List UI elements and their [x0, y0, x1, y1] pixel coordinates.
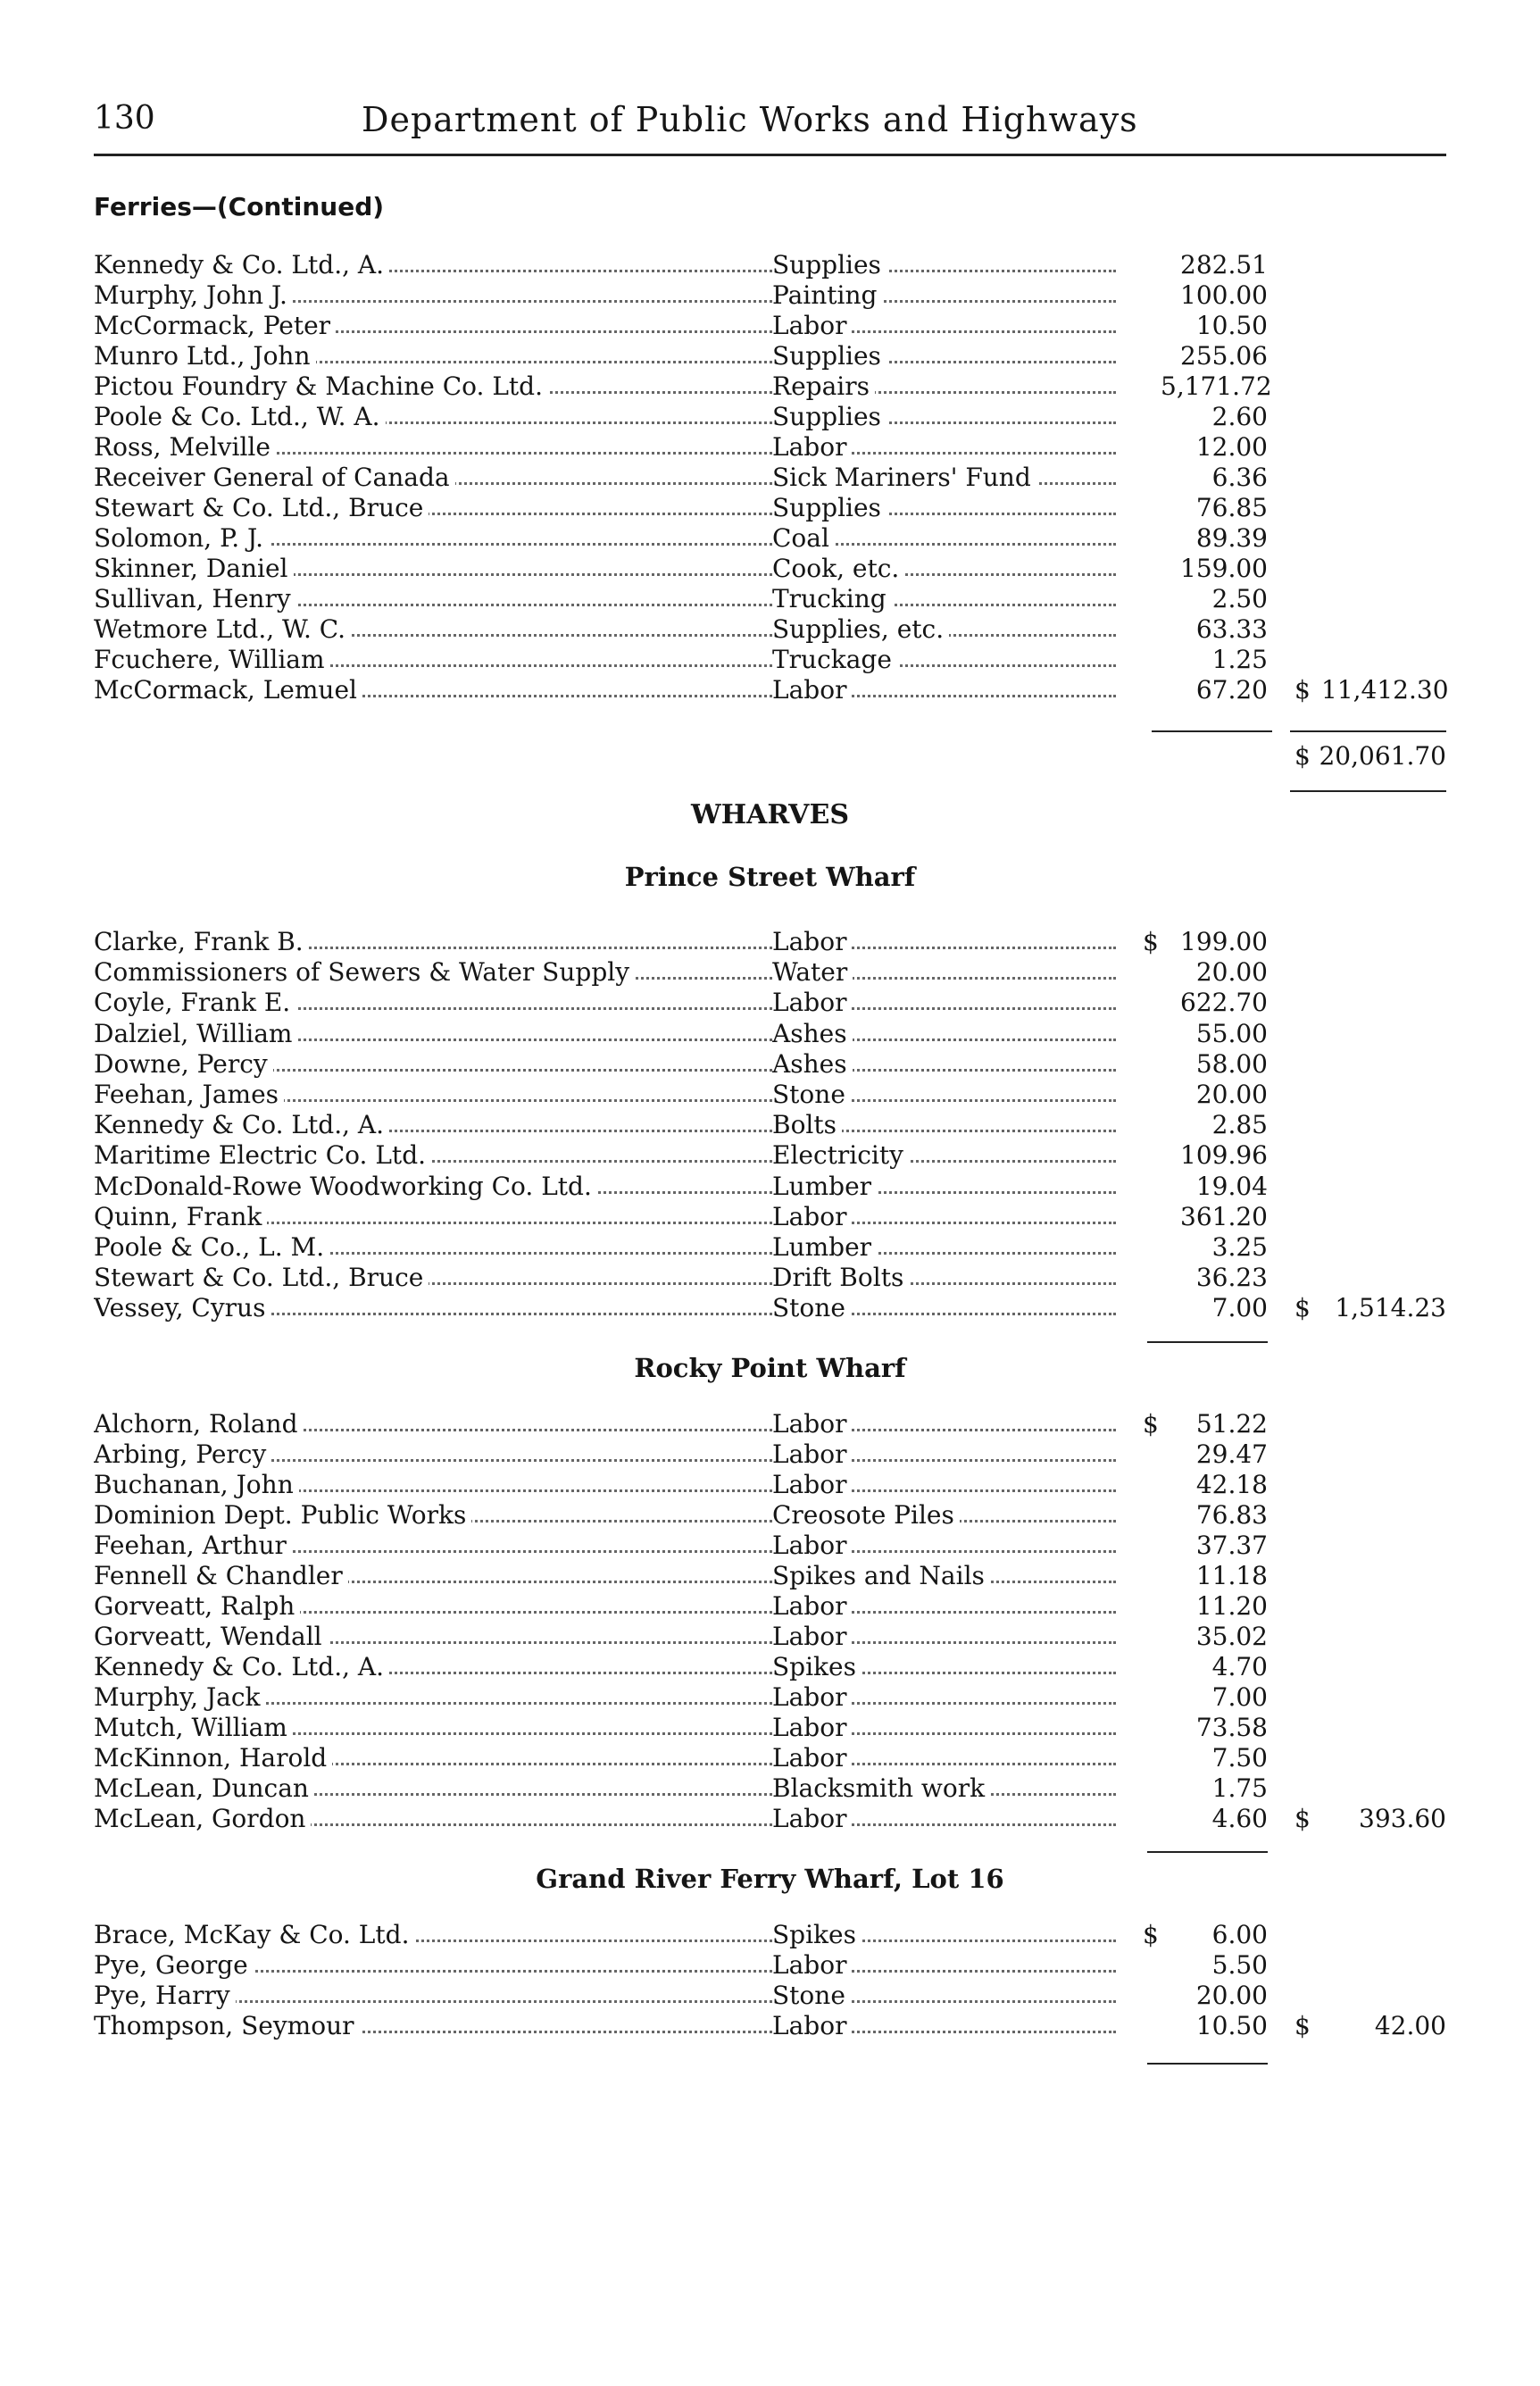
table-row — [0, 1652, 1540, 1682]
expense-item: Truckage — [772, 645, 897, 674]
rocky-point-heading: Rocky Point Wharf — [634, 1353, 906, 1383]
payee-name: Buchanan, John — [94, 1470, 299, 1499]
prince-street-rule — [1147, 1341, 1268, 1343]
payee-name: McKinnon, Harold — [94, 1743, 332, 1773]
table-row — [0, 584, 1540, 614]
payee-name: Murphy, Jack — [94, 1682, 266, 1712]
payee-name: Dalziel, William — [94, 1019, 297, 1048]
ferries-subtotal-rule — [1152, 730, 1272, 732]
total-dollar-sign: $ — [1294, 2011, 1311, 2040]
table-row — [0, 402, 1540, 432]
payee-name: Mutch, William — [94, 1713, 293, 1742]
payee-name: McCormack, Peter — [94, 311, 336, 340]
payee-name: Brace, McKay & Co. Ltd. — [94, 1920, 414, 1949]
expense-item: Labor — [772, 2011, 852, 2040]
payee-name: Coyle, Frank E. — [94, 988, 296, 1017]
dollar-sign: $ — [1143, 1920, 1159, 1949]
total-dollar-sign: $ — [1294, 1293, 1311, 1323]
payee-name: Solomon, P. J. — [94, 523, 269, 553]
payee-name: Quinn, Frank — [94, 1202, 267, 1231]
amount: 19.04 — [1195, 1171, 1268, 1201]
payee-name: Pictou Foundry & Machine Co. Ltd. — [94, 371, 548, 401]
payee-name: Ross, Melville — [94, 432, 276, 462]
expense-item: Labor — [772, 988, 852, 1017]
amount: 255.06 — [1180, 341, 1268, 371]
amount: 3.25 — [1211, 1232, 1268, 1262]
expense-item: Ashes — [772, 1019, 853, 1048]
table-row — [0, 1439, 1540, 1470]
table-row — [0, 957, 1540, 988]
amount: 2.50 — [1211, 584, 1268, 613]
table-row — [0, 2011, 1540, 2041]
table-row — [0, 675, 1540, 705]
payee-name: Pye, Harry — [94, 1981, 236, 2010]
expense-item: Stone — [772, 1080, 851, 1109]
table-row — [0, 1773, 1540, 1804]
table-row — [0, 1080, 1540, 1110]
expense-item: Supplies — [772, 250, 887, 279]
expense-item: Labor — [772, 1622, 852, 1651]
ferries-total-rule-top — [1290, 730, 1446, 732]
expense-item: Supplies — [772, 493, 887, 522]
amount: 6.36 — [1211, 463, 1268, 492]
payee-name: Downe, Percy — [94, 1049, 273, 1079]
payee-name: Gorveatt, Wendall — [94, 1622, 328, 1651]
amount: 55.00 — [1195, 1018, 1268, 1048]
table-row — [0, 280, 1540, 311]
dollar-sign: $ — [1143, 927, 1159, 956]
table-row — [0, 341, 1540, 371]
table-row — [0, 463, 1540, 493]
table-row — [0, 645, 1540, 675]
payee-name: Kennedy & Co. Ltd., A. — [94, 1110, 389, 1139]
expense-item: Electricity — [772, 1140, 909, 1170]
expense-item: Spikes and Nails — [772, 1561, 990, 1590]
amount: 63.33 — [1195, 614, 1268, 644]
amount: 58.00 — [1195, 1048, 1268, 1079]
expense-item: Supplies — [772, 402, 887, 431]
expense-item: Labor — [772, 675, 852, 705]
section-total: 42.00 — [1374, 2011, 1446, 2040]
table-row — [0, 1409, 1540, 1439]
expense-item: Stone — [772, 1293, 851, 1322]
table-row — [0, 250, 1540, 280]
payee-name: Sullivan, Henry — [94, 584, 296, 613]
rocky-point-rule — [1147, 1851, 1268, 1853]
expense-item: Labor — [772, 1409, 852, 1439]
amount: 11.20 — [1195, 1591, 1268, 1621]
amount: 20.00 — [1195, 1981, 1268, 2010]
expense-item: Sick Mariners' Fund — [772, 463, 1036, 492]
amount: 1.75 — [1211, 1773, 1268, 1803]
amount: 6.00 — [1211, 1920, 1268, 1949]
payee-name: Dominion Dept. Public Works — [94, 1500, 471, 1530]
table-row — [0, 988, 1540, 1018]
payee-name: Feehan, Arthur — [94, 1531, 292, 1560]
payee-name: Clarke, Frank B. — [94, 927, 309, 956]
running-title: Department of Public Works and Highways — [362, 100, 1138, 139]
expense-item: Spikes — [772, 1920, 862, 1949]
prince-street-heading: Prince Street Wharf — [624, 862, 916, 892]
amount: 199.00 — [1180, 927, 1268, 956]
payee-name: Maritime Electric Co. Ltd. — [94, 1140, 431, 1170]
amount: 7.00 — [1211, 1293, 1268, 1323]
total-dollar-sign: $ — [1294, 1804, 1311, 1833]
expense-item: Supplies — [772, 341, 887, 371]
amount: 5,171.72 — [1161, 371, 1272, 401]
ferries-grand-total-rule — [1290, 790, 1446, 792]
payee-name: Stewart & Co. Ltd., Bruce — [94, 1263, 429, 1292]
section-total: 11,412.30 — [1321, 675, 1449, 705]
expense-item: Labor — [772, 1682, 852, 1712]
amount: 20.00 — [1195, 1080, 1268, 1109]
table-row — [0, 1561, 1540, 1591]
expense-item: Labor — [772, 1950, 852, 1980]
ferries-continued-label: Ferries—(Continued) — [94, 192, 385, 221]
payee-name: Alchorn, Roland — [94, 1409, 304, 1439]
table-row — [0, 1140, 1540, 1171]
amount: 361.20 — [1180, 1201, 1268, 1231]
expense-item: Coal — [772, 523, 835, 553]
amount: 51.22 — [1195, 1409, 1268, 1439]
table-row — [0, 1263, 1540, 1293]
table-row — [0, 1110, 1540, 1140]
expense-item: Water — [772, 957, 853, 987]
table-row — [0, 927, 1540, 957]
table-row — [0, 1531, 1540, 1561]
table-row — [0, 432, 1540, 463]
amount: 37.37 — [1195, 1531, 1268, 1560]
table-row — [0, 371, 1540, 402]
expense-item: Labor — [772, 1713, 852, 1742]
table-row — [0, 523, 1540, 554]
amount: 89.39 — [1195, 523, 1268, 553]
expense-item: Repairs — [772, 371, 875, 401]
expense-item: Labor — [772, 1804, 852, 1833]
payee-name: Fcuchere, William — [94, 645, 330, 674]
expense-item: Labor — [772, 1743, 852, 1773]
amount: 282.51 — [1180, 250, 1268, 279]
amount: 42.18 — [1195, 1470, 1268, 1499]
payee-name: Vessey, Cyrus — [94, 1293, 271, 1322]
table-row — [0, 311, 1540, 341]
table-row — [0, 554, 1540, 584]
payee-name: Fennell & Chandler — [94, 1561, 348, 1590]
expense-item: Labor — [772, 1591, 852, 1621]
table-row — [0, 1202, 1540, 1232]
expense-item: Labor — [772, 1470, 852, 1499]
expense-item: Labor — [772, 927, 852, 956]
amount: 76.83 — [1195, 1500, 1268, 1530]
table-row — [0, 1713, 1540, 1743]
payee-name: McLean, Gordon — [94, 1804, 311, 1833]
expense-item: Lumber — [772, 1232, 877, 1262]
amount: 7.00 — [1211, 1682, 1268, 1712]
amount: 35.02 — [1195, 1622, 1268, 1651]
table-row — [0, 493, 1540, 523]
expense-item: Lumber — [772, 1172, 877, 1201]
amount: 67.20 — [1195, 675, 1268, 705]
amount: 36.23 — [1195, 1263, 1268, 1293]
amount: 11.18 — [1195, 1561, 1268, 1590]
payee-name: Receiver General of Canada — [94, 463, 455, 492]
amount: 159.00 — [1180, 554, 1268, 583]
amount: 100.00 — [1180, 280, 1268, 310]
table-row — [0, 1981, 1540, 2011]
expense-item: Cook, etc. — [772, 554, 904, 583]
table-row — [0, 1682, 1540, 1713]
grand-river-heading: Grand River Ferry Wharf, Lot 16 — [536, 1864, 1004, 1894]
amount: 10.50 — [1195, 311, 1268, 340]
section-total: 393.60 — [1359, 1804, 1446, 1833]
payee-name: McDonald-Rowe Woodworking Co. Ltd. — [94, 1172, 597, 1201]
amount: 4.70 — [1211, 1652, 1268, 1681]
payee-name: Arbing, Percy — [94, 1439, 271, 1469]
expense-item: Labor — [772, 1531, 852, 1560]
expense-item: Labor — [772, 432, 852, 462]
payee-name: Kennedy & Co. Ltd., A. — [94, 250, 389, 279]
amount: 20.00 — [1195, 957, 1268, 988]
payee-name: Munro Ltd., John — [94, 341, 316, 371]
payee-name: McLean, Duncan — [94, 1773, 314, 1803]
amount: 76.85 — [1195, 493, 1268, 522]
table-row — [0, 1172, 1540, 1202]
payee-name: Murphy, John J. — [94, 280, 293, 310]
payee-name: Feehan, James — [94, 1080, 284, 1109]
table-row — [0, 1500, 1540, 1531]
expense-item: Supplies, etc. — [772, 614, 949, 644]
amount: 622.70 — [1180, 988, 1268, 1018]
expense-item: Stone — [772, 1981, 851, 2010]
grand-total-value: 20,061.70 — [1319, 741, 1446, 771]
section-total: 1,514.23 — [1335, 1293, 1446, 1323]
expense-item: Labor — [772, 1202, 852, 1231]
table-row — [0, 614, 1540, 645]
amount: 5.50 — [1211, 1950, 1268, 1980]
table-row — [0, 1622, 1540, 1652]
table-row — [0, 1019, 1540, 1049]
grand-river-rule — [1147, 2063, 1268, 2065]
amount: 10.50 — [1195, 2011, 1268, 2040]
amount: 2.85 — [1211, 1110, 1268, 1140]
table-row — [0, 1293, 1540, 1323]
expense-item: Labor — [772, 1439, 852, 1469]
expense-item: Labor — [772, 311, 852, 340]
payee-name: Poole & Co. Ltd., W. A. — [94, 402, 386, 431]
table-row — [0, 1470, 1540, 1500]
amount: 12.00 — [1195, 432, 1268, 462]
expense-item: Painting — [772, 280, 882, 310]
expense-item: Spikes — [772, 1652, 862, 1681]
amount: 2.60 — [1211, 402, 1268, 431]
page-number: 130 — [94, 100, 155, 137]
total-dollar-sign: $ — [1294, 675, 1311, 705]
amount: 29.47 — [1195, 1439, 1268, 1469]
payee-name: Commissioners of Sewers & Water Supply — [94, 957, 635, 987]
payee-name: Thompson, Seymour — [94, 2011, 360, 2040]
amount: 4.60 — [1211, 1804, 1268, 1833]
expense-item: Bolts — [772, 1110, 842, 1139]
table-row — [0, 1920, 1540, 1950]
payee-name: Skinner, Daniel — [94, 554, 294, 583]
table-row — [0, 1804, 1540, 1834]
expense-item: Trucking — [772, 584, 892, 613]
dollar-sign: $ — [1143, 1409, 1159, 1439]
header-rule — [94, 154, 1446, 156]
wharves-heading: WHARVES — [691, 799, 849, 830]
amount: 73.58 — [1195, 1713, 1268, 1742]
payee-name: Wetmore Ltd., W. C. — [94, 614, 351, 644]
amount: 7.50 — [1211, 1743, 1268, 1773]
payee-name: Poole & Co., L. M. — [94, 1232, 329, 1262]
expense-item: Creosote Piles — [772, 1500, 960, 1530]
expense-item: Drift Bolts — [772, 1263, 909, 1292]
payee-name: Kennedy & Co. Ltd., A. — [94, 1652, 389, 1681]
table-row — [0, 1232, 1540, 1263]
amount: 1.25 — [1211, 645, 1268, 674]
payee-name: Stewart & Co. Ltd., Bruce — [94, 493, 429, 522]
expense-item: Blacksmith work — [772, 1773, 990, 1803]
table-row — [0, 1049, 1540, 1080]
payee-name: Gorveatt, Ralph — [94, 1591, 300, 1621]
grand-total-dollar: $ — [1294, 741, 1311, 771]
page-header — [94, 100, 1446, 145]
table-row — [0, 1950, 1540, 1981]
payee-name: McCormack, Lemuel — [94, 675, 362, 705]
table-row — [0, 1743, 1540, 1773]
payee-name: Pye, George — [94, 1950, 254, 1980]
table-row — [0, 1591, 1540, 1622]
amount: 109.96 — [1180, 1140, 1268, 1171]
expense-item: Ashes — [772, 1049, 853, 1079]
